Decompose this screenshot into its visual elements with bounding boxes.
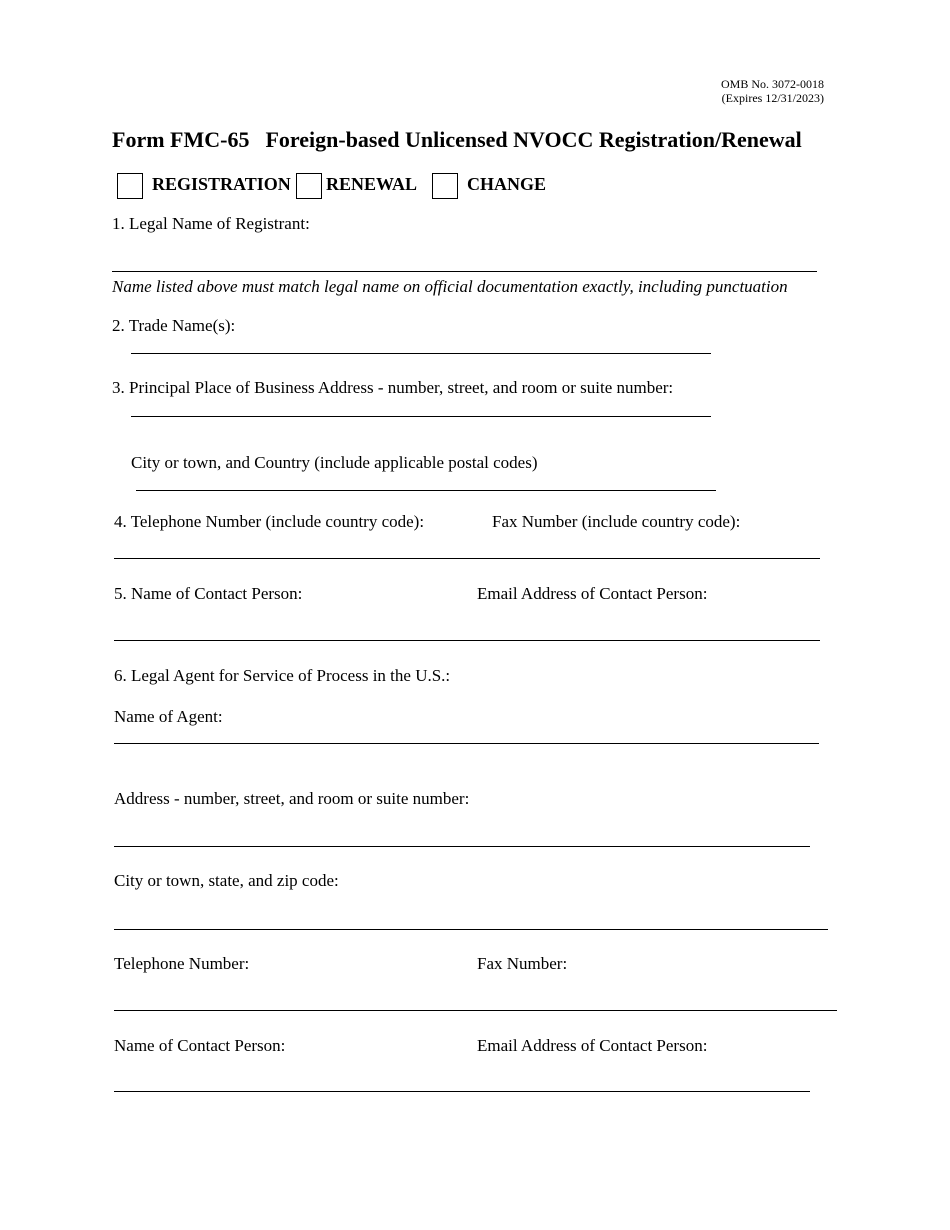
agent-city-field[interactable] [114, 929, 828, 930]
agent-contact-field[interactable] [114, 1091, 810, 1092]
agent-address-field[interactable] [114, 846, 810, 847]
contact-field[interactable] [114, 640, 820, 641]
renewal-checkbox[interactable] [296, 173, 322, 199]
agent-name-field[interactable] [114, 743, 819, 744]
change-checkbox[interactable] [432, 173, 458, 199]
agent-city-label: City or town, state, and zip code: [114, 871, 339, 890]
telephone-label: 4. Telephone Number (include country code): [114, 512, 425, 531]
legal-agent-label: 6. Legal Agent for Service of Process in the U.S.: [114, 666, 451, 685]
form-id: Form FMC-65 [112, 127, 250, 152]
omb-number: OMB No. 3072-0018 [720, 77, 824, 91]
legal-name-field[interactable] [112, 271, 817, 272]
agent-name-label: Name of Agent: [114, 707, 223, 726]
page-title [112, 127, 802, 153]
trade-names-field[interactable] [131, 353, 711, 354]
agent-telephone-label: Telephone Number: [114, 954, 250, 973]
agent-contact-name-label: Name of Contact Person: [114, 1036, 286, 1055]
renewal-label: RENEWAL [326, 174, 418, 194]
city-country-label: City or town, and Country (include applicable postal codes) [131, 453, 538, 472]
agent-telephone-fax-field[interactable] [114, 1010, 837, 1011]
registration-checkbox[interactable] [117, 173, 143, 199]
telephone-fax-field[interactable] [114, 558, 820, 559]
form-name: Foreign-based Unlicensed NVOCC Registration/Renewal [265, 127, 802, 152]
city-country-field[interactable] [136, 490, 716, 491]
legal-name-label: 1. Legal Name of Registrant: [112, 214, 310, 233]
agent-address-label: Address - number, street, and room or suite number: [114, 789, 470, 808]
agent-fax-label: Fax Number: [477, 954, 568, 973]
fax-label: Fax Number (include country code): [492, 512, 741, 531]
expiration-date: (Expires 12/31/2023) [721, 91, 824, 105]
agent-contact-email-label: Email Address of Contact Person: [477, 1036, 708, 1055]
principal-address-field[interactable] [131, 416, 711, 417]
trade-names-label: 2. Trade Name(s): [112, 316, 236, 335]
omb-block [624, 77, 824, 105]
contact-email-label: Email Address of Contact Person: [477, 584, 708, 603]
change-label: CHANGE [467, 174, 547, 194]
registration-label: REGISTRATION [152, 174, 291, 194]
principal-address-label: 3. Principal Place of Business Address - number, street, and room or suite number: [112, 378, 674, 397]
contact-name-label: 5. Name of Contact Person: [114, 584, 303, 603]
legal-name-note: Name listed above must match legal name on official documentation exactly, including punctuation [112, 277, 788, 296]
